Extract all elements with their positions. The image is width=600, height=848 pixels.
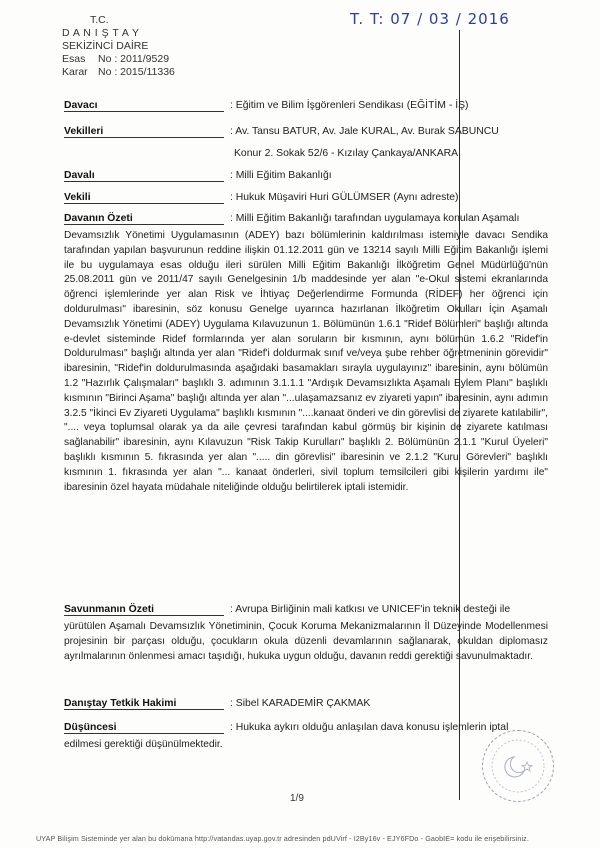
court-name: D A N I Ş T A Y [62, 27, 140, 39]
judge-value: : Sibel KARADEMİR ÇAKMAK [230, 698, 371, 709]
esas-number: Esas No : 2011/9529 [62, 53, 170, 65]
court-seal [482, 730, 554, 802]
defendant-label: Davalı [64, 170, 224, 182]
tc-label: T.C. [90, 14, 109, 26]
judge-label: Danıştay Tetkik Hakimi [64, 698, 224, 710]
plaintiff-attorneys-label: Vekilleri [64, 126, 224, 138]
uyap-footer: UYAP Bilişim Sisteminde yer alan bu dokümana http://vatandas.uyap.gov.tr adresinden pdUVirf - I2By16v - EJY6FDo - GaobIE= kodu ile erişebilirsiniz. [36, 834, 529, 843]
defense-summary-text: yürütülen Aşamalı Devamsızlık Yönetiminin, Çocuk Koruma Mekanizmalarının İl Düzeyinde Modellenmesi projesinin bir parçası olduğu, çocukların okula düzenli devamlarının sağlanarak, okuldan diplomasız ayrılmalarının önlenmesi amacı taşıdığı, hukuka uygun olduğu, davanın reddi gerektiği savunulmaktadır. [64, 621, 548, 662]
defendant-attorney-label: Vekili [64, 192, 224, 204]
defense-summary-label: Savunmanın Özeti [64, 604, 224, 616]
page-number: 1/9 [290, 793, 304, 804]
case-summary-first-line: : Milli Eğitim Bakanlığı tarafından uygulamaya konulan Aşamalı [230, 213, 520, 224]
plaintiff-attorneys-value: : Av. Tansu BATUR, Av. Jale KURAL, Av. Burak SABUNCU [230, 126, 499, 137]
opinion-first-line: : Hukuka aykırı olduğu anlaşılan dava konusu işlemlerin iptal [230, 722, 509, 733]
seal-icon [483, 731, 553, 801]
defendant-attorney-value: : Hukuk Müşaviri Huri GÜLÜMSER (Aynı adreste) [230, 192, 459, 203]
plaintiff-label: Davacı [64, 100, 224, 112]
plaintiff-value: : Eğitim ve Bilim İşgörenleri Sendikası (EĞİTİM - İŞ) [230, 100, 469, 111]
document-header [62, 14, 222, 79]
chamber-name: SEKİZİNCİ DAİRE [62, 40, 149, 52]
attorneys-address: Konur 2. Sokak 52/6 - Kızılay Çankaya/ANKARA [234, 148, 459, 159]
case-summary-text: Devamsızlık Yönetimi Uygulamasının (ADEY) bazı bölümlerinin kaldırılması istemiyle davacı Sendika tarafından yapılan başvurunun reddine ilişkin 01.12.2011 gün ve 13214 sayılı Milli Eğitim Bakanlığı işlemi ile bu uygulamaya esas olduğu ileri sürülen Milli Eğitim Bakanlığı İlköğretim Genel Müdürlüğü'nün 25.08.2011 gün ve 2011/47 sayılı Genelgesinin 1/b maddesinde yer alan "e-Okul sistemi ekranlarında öğrenci işlemlerinde yer alan Risk ve İhtiyaç Değerlendirme Formunda (RİDEF) her öğrenci için doldurulması" ibaresinin, söz konusu Genelge uyarınca hazırlanan İlköğretim Okulları İçin Aşamalı Devamsızlık Yönetimi (ADEY) Uygulama Kılavuzunun 1. Bölümünün 1.6.1 "Ridef Bölümleri" başlığı altında e-devlet sisteminde Ridef formlarında yer alan soruların bir kısmının, aynı bölümün 1.6.2 "Ridef'in Doldurulması" başlığı altında yer alan "Ridef'i doldurmak sınıf ve/veya şube rehber öğretmeninin görevidir" ibaresinin, "Ridef'in doldurulmasında aşağıdaki basamakları sırayla uygulayınız" ibaresinin, aynı bölümün 1.2 "Hazırlık Çalışmaları" başlıklı 3. adımının 3.1.1.1 "Ardışık Devamsızlıkta Aşamalı Eylem Planı" başlıklı kısmının "Birinci Aşama" başlığı altında yer alan "...ulaşamazsanız ev ziyareti yapın" ibaresinin, aynı adımın 3.2.5 "İkinci Ev Ziyareti Uygulama" başlıklı kısmının "....kanaat önderi ve din görevlisi de ziyarete katılabilir", ".... veya toplumsal olarak ya da aile çevresi tarafından kabul görmüş bir kişinin de ziyarete katılması sağlanabilir" ibaresinin, aynı Kılavuzun "Risk Takip Kurulları" başlıklı 2. Bölümünün 2.1.1 "Kurul Üyeleri" başlıklı kısmının 5. fıkrasında yer alan "..... din görevlisi" ibaresinin ve 2.1.2 "Kurul Görevleri" başlıklı kısmının 1. fıkrasında yer alan "... kanaat önderleri, sivil toplum temsilcileri gibi kişilerin yardımı ile" ibaresinin özel hayata müdahale niteliğinde olduğu belirtilerek iptali istemidir. [64, 230, 548, 493]
defense-summary-first-line: : Avrupa Birliğinin mali katkısı ve UNICEF'in teknik desteği ile [230, 604, 511, 615]
case-summary-label: Davanın Özeti [64, 213, 224, 225]
karar-number: Karar No : 2015/11336 [62, 66, 175, 78]
opinion-text: edilmesi gerektiği düşünülmektedir. [64, 739, 223, 750]
opinion-label: Düşüncesi [64, 722, 224, 734]
handwritten-date: T. T: 07 / 03 / 2016 [350, 10, 510, 28]
defendant-value: : Milli Eğitim Bakanlığı [230, 170, 332, 181]
